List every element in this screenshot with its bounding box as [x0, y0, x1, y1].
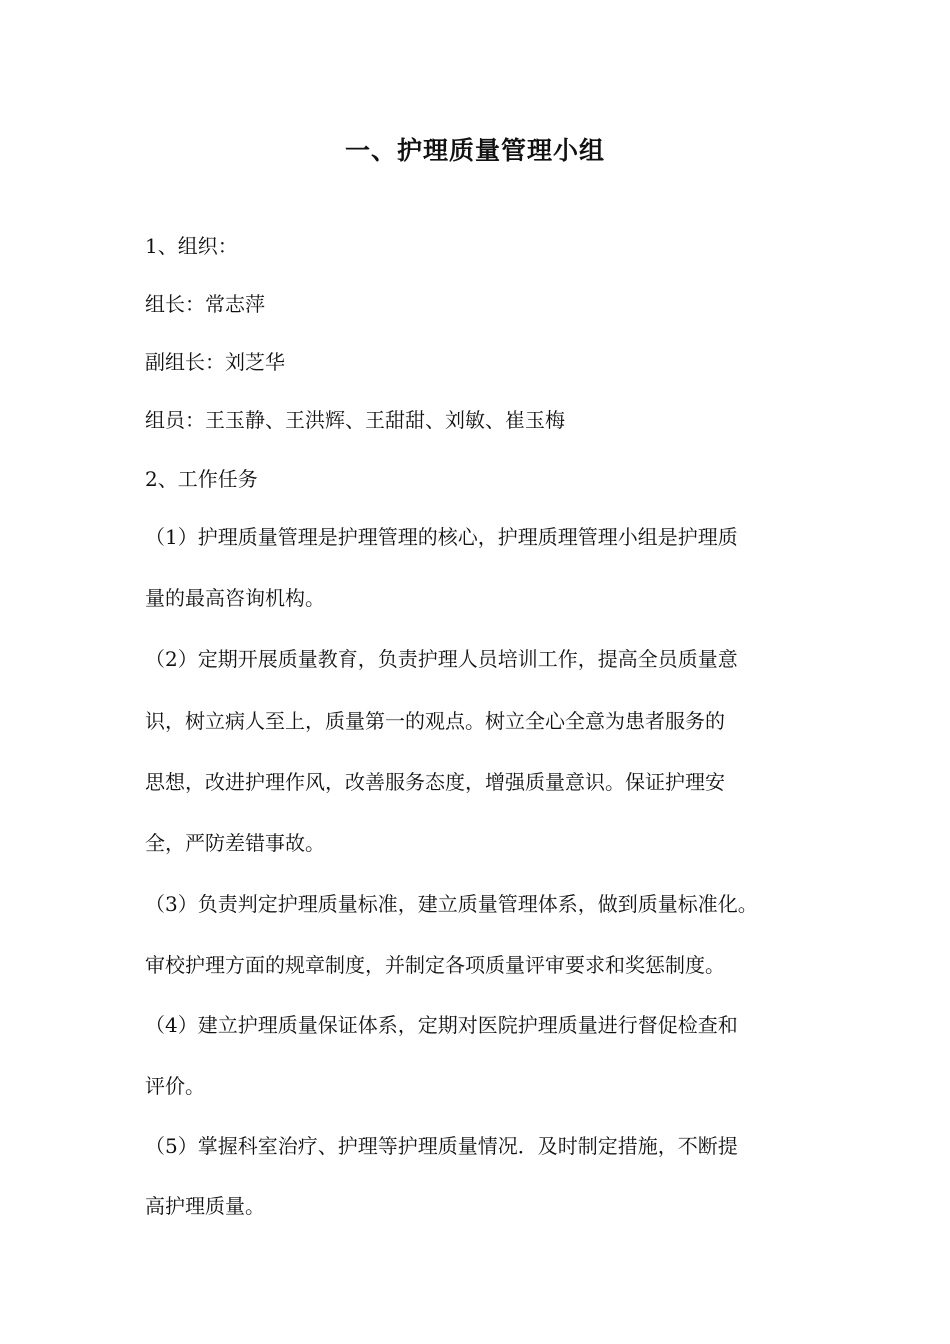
section-heading-organization: 1、组织：	[145, 234, 238, 258]
task-4-line-1: （4）建立护理质量保证体系，定期对医院护理质量进行督促检查和	[145, 1013, 738, 1037]
task-5-line-1: （5）掌握科室治疗、护理等护理质量情况．及时制定措施，不断提	[145, 1134, 738, 1158]
task-2-line-4: 全，严防差错事故。	[145, 831, 325, 855]
task-3-line-1: （3）负责判定护理质量标准，建立质量管理体系，做到质量标准化。	[145, 892, 758, 916]
task-5-line-2: 高护理质量。	[145, 1194, 265, 1218]
members-line: 组员：王玉静、王洪辉、王甜甜、刘敏、崔玉梅	[145, 408, 565, 432]
task-4-line-2: 评价。	[145, 1074, 205, 1098]
group-leader-line: 组长：常志萍	[145, 292, 265, 316]
task-2-line-2: 识，树立病人至上，质量第一的观点。树立全心全意为患者服务的	[145, 709, 725, 733]
deputy-leader-line: 副组长：刘芝华	[145, 350, 285, 374]
task-1-line-1: （1）护理质量管理是护理管理的核心，护理质理管理小组是护理质	[145, 525, 738, 549]
section-heading-tasks: 2、工作任务	[145, 467, 258, 491]
page-title: 一、护理质量管理小组	[344, 136, 605, 165]
task-3-line-2: 审校护理方面的规章制度，并制定各项质量评审要求和奖惩制度。	[145, 953, 725, 977]
task-2-line-1: （2）定期开展质量教育，负责护理人员培训工作，提高全员质量意	[145, 647, 738, 671]
task-1-line-2: 量的最高咨询机构。	[145, 586, 325, 610]
task-2-line-3: 思想，改进护理作风，改善服务态度，增强质量意识。保证护理安	[145, 770, 725, 794]
